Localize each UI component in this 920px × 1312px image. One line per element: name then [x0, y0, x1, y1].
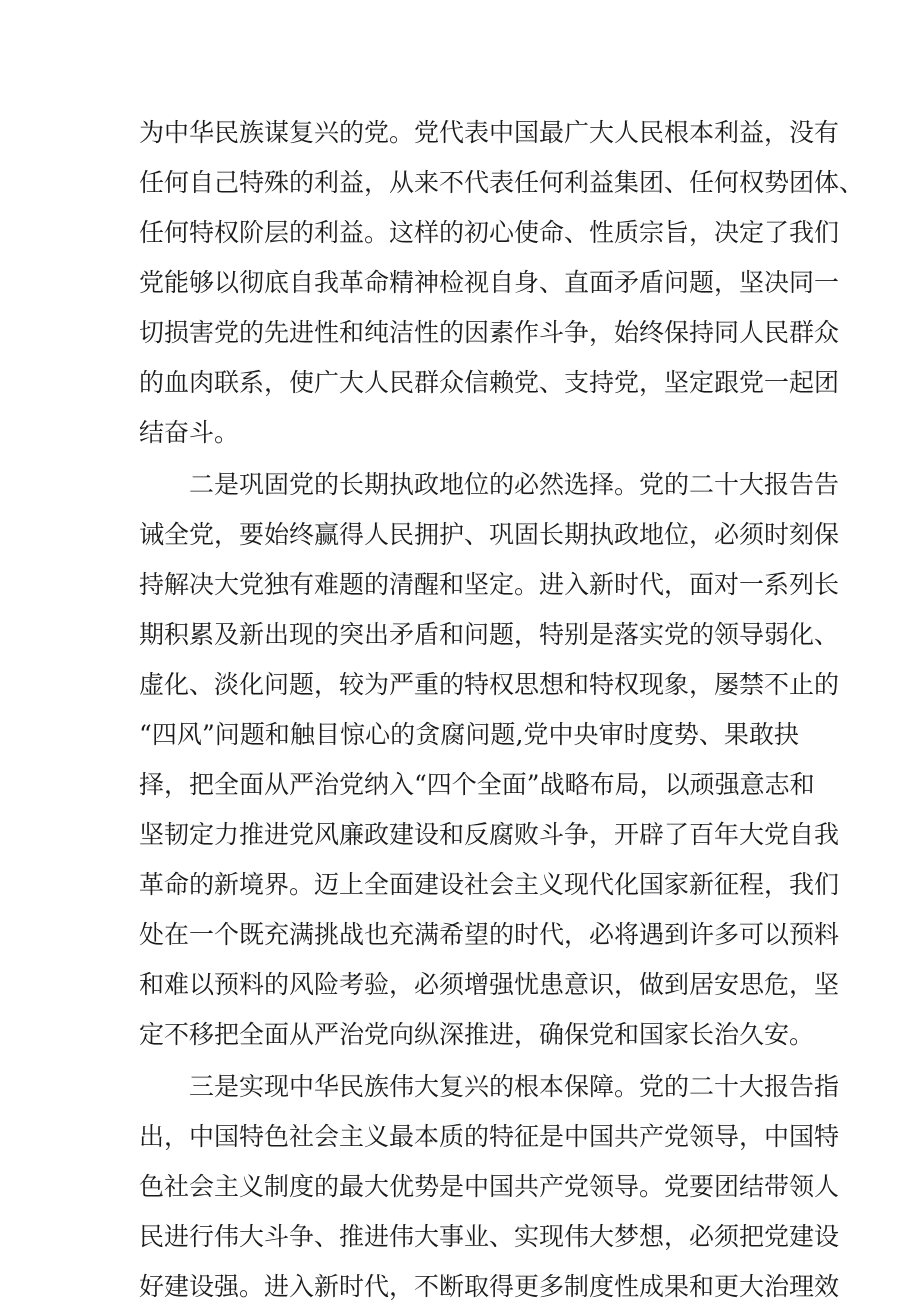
text-line: 好建设强。进入新时代，不断取得更多制度性成果和更大治理效 — [139, 1272, 840, 1301]
text-line: 民进行伟大斗争、推进伟大事业、实现伟大梦想，必须把党建设 — [139, 1222, 840, 1251]
text-line: 诫全党，要始终赢得人民拥护、巩固长期执政地位，必须时刻保 — [139, 520, 840, 549]
text-line: 二是巩固党的长期执政地位的必然选择。党的二十大报告告 — [189, 470, 840, 499]
text-line: 三是实现中华民族伟大复兴的根本保障。党的二十大报告指 — [189, 1072, 840, 1101]
text-line: 虚化、淡化问题，较为严重的特权思想和特权现象，屡禁不止的 — [139, 670, 840, 699]
text-line: 党能够以彻底自我革命精神检视自身、直面矛盾问题，坚决同一 — [139, 268, 840, 297]
text-line: 任何特权阶层的利益。这样的初心使命、性质宗旨，决定了我们 — [139, 218, 840, 247]
paragraph-2 — [139, 460, 840, 1060]
text-line: 结奋斗。 — [139, 418, 240, 447]
text-line: 持解决大党独有难题的清醒和坚定。进入新时代，面对一系列长 — [139, 570, 840, 599]
text-line: 坚韧定力推进党风廉政建设和反腐败斗争，开辟了百年大党自我 — [139, 820, 840, 849]
text-line: “四风”问题和触目惊心的贪腐问题,党中央审时度势、果敢抉 — [139, 720, 799, 749]
text-line: 定不移把全面从严治党向纵深推进，确保党和国家长治久安。 — [139, 1020, 815, 1049]
text-line: 择，把全面从严治党纳入“四个全面”战略布局，以顽强意志和 — [139, 770, 815, 799]
text-line: 任何自己特殊的利益，从来不代表任何利益集团、任何权势团体、 — [139, 168, 865, 197]
text-line: 为中华民族谋复兴的党。党代表中国最广大人民根本利益，没有 — [139, 118, 840, 147]
text-line: 期积累及新出现的突出矛盾和问题，特别是落实党的领导弱化、 — [139, 620, 840, 649]
document-body — [139, 108, 865, 1312]
paragraph-3 — [139, 1062, 840, 1312]
text-line: 出，中国特色社会主义最本质的特征是中国共产党领导，中国特 — [139, 1122, 840, 1151]
text-line: 色社会主义制度的最大优势是中国共产党领导。党要团结带领人 — [139, 1172, 840, 1201]
text-line: 的血肉联系，使广大人民群众信赖党、支持党，坚定跟党一起团 — [139, 368, 840, 397]
text-line: 和难以预料的风险考验，必须增强忧患意识，做到居安思危，坚 — [139, 970, 840, 999]
paragraph-1 — [139, 108, 865, 458]
text-line: 切损害党的先进性和纯洁性的因素作斗争，始终保持同人民群众 — [139, 318, 840, 347]
text-line: 革命的新境界。迈上全面建设社会主义现代化国家新征程，我们 — [139, 870, 840, 899]
text-line: 处在一个既充满挑战也充满希望的时代，必将遇到许多可以预料 — [139, 920, 840, 949]
